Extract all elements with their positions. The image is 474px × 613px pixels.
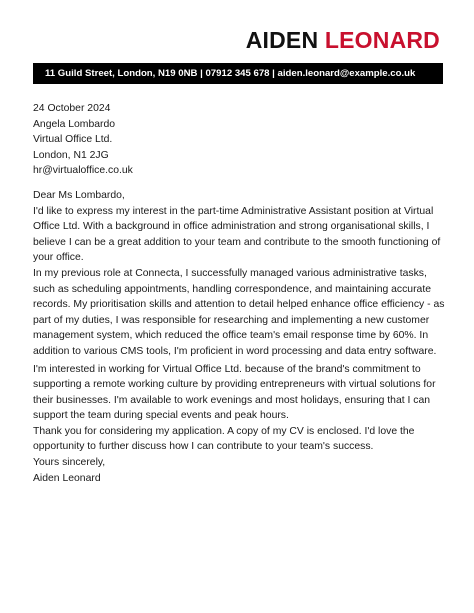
signature-name: Aiden Leonard [33, 472, 101, 484]
recipient-address [33, 117, 445, 179]
letter-date: 24 October 2024 [33, 103, 111, 114]
paragraph-closing: Thank you for considering my application. A copy of my CV is enclosed. I'd love the opportunity to further discuss how I can contribute to your team's success. [33, 425, 415, 453]
recipient-email: hr@virtualoffice.co.uk [33, 165, 133, 177]
contact-details: 11 Guild Street, London, N19 0NB | 07912 345 678 | aiden.leonard@example.co.uk [45, 68, 416, 79]
recipient-name: Angela Lombardo [33, 118, 116, 130]
recipient-city: London, N1 2JG [33, 149, 109, 161]
letter-body [33, 101, 445, 486]
sign-off-block [33, 455, 445, 486]
last-name: LEONARD [324, 27, 440, 53]
paragraph-intro: I'd like to express my interest in the part-time Administrative Assistant position at Virtual Office Ltd. With a background in office administration and strong organisational skills, I believe I can be a great addition to your team and contribute to the smooth functioning of your office. [33, 205, 441, 264]
paragraph-experience: In my previous role at Connecta, I successfully managed various administrative tasks, such as scheduling appointments, handling correspondence, and maintaining accurate records. My prioritisation skills and attention to detail helped enhance office efficiency - as part of my duties, I was responsible for researching and implementing a new customer management system, which reduced the office team's email response time by 60%. In addition to various CMS tools, I'm proficient in word processing and data entry software. [33, 267, 445, 357]
first-name: AIDEN [245, 27, 319, 53]
contact-bar [33, 63, 443, 84]
recipient-company: Virtual Office Ltd. [33, 134, 113, 146]
sign-off: Yours sincerely, [33, 457, 106, 469]
applicant-name-heading [246, 26, 440, 54]
salutation: Dear Ms Lombardo, [33, 189, 125, 201]
paragraph-motivation: I'm interested in working for Virtual Office Ltd. because of the brand's commitment to supporting a remote working culture by providing entrepreneurs with virtual solutions for their businesses. I'm available to work evenings and most holidays, ensuring that I can support the team during special events and peak hours. [33, 363, 436, 422]
